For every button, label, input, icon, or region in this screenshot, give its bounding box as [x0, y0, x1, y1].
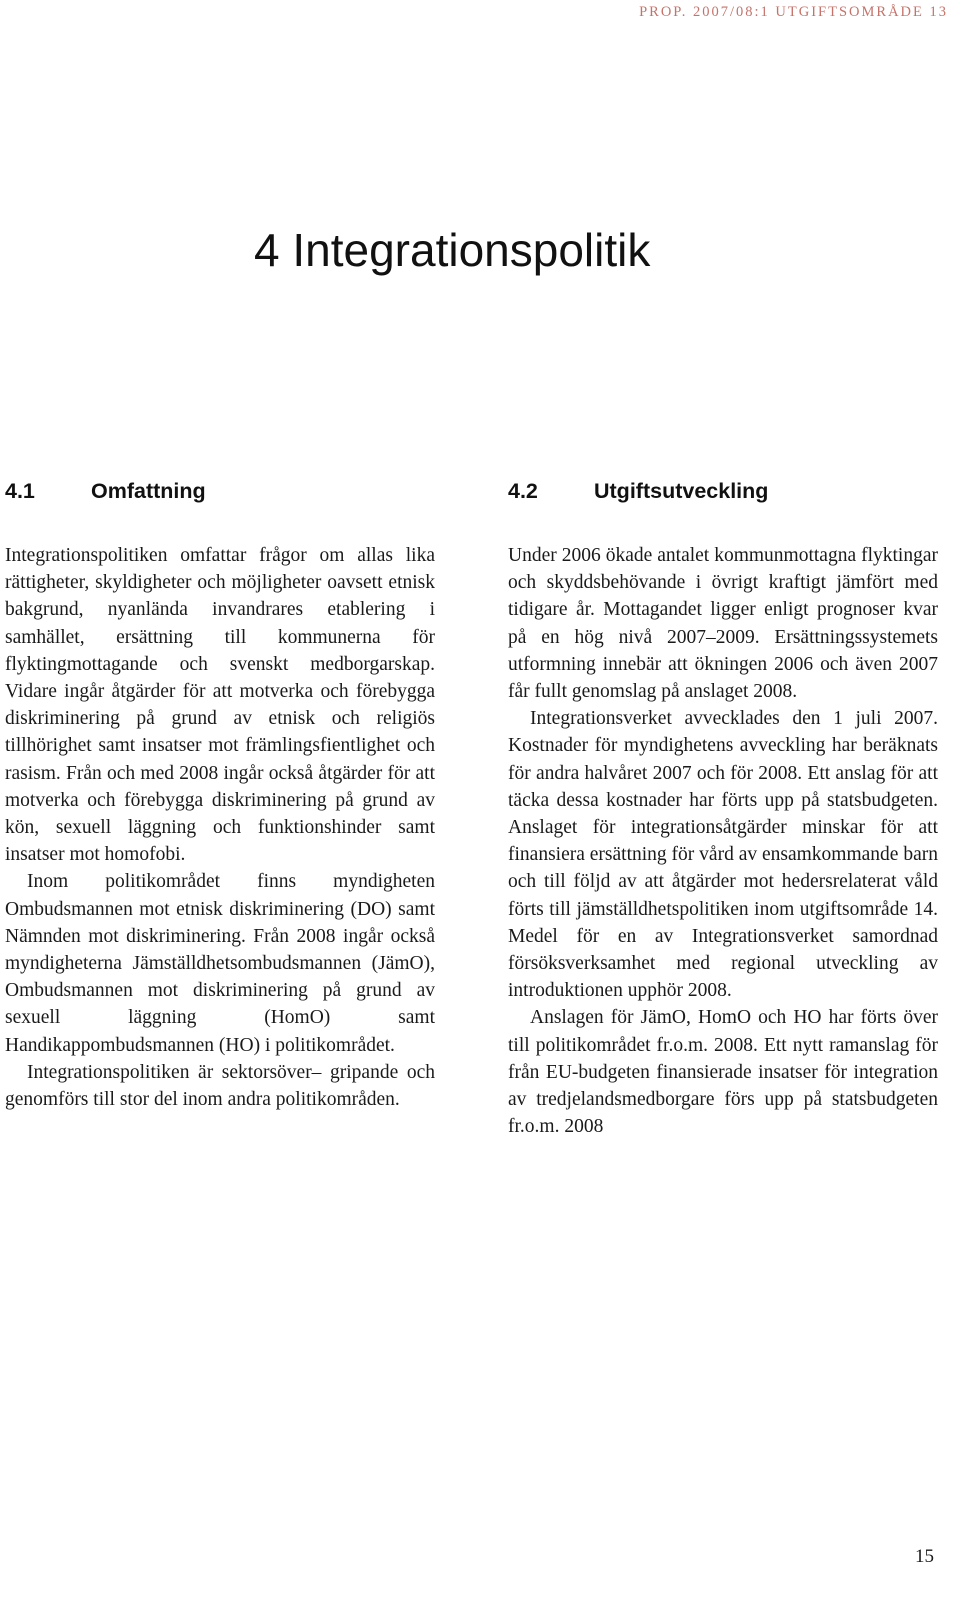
paragraph: Integrationspolitiken omfattar frågor om allas lika rättigheter, skyldigheter och möjligheter oavsett etnisk bakgrund, nyanlända invandrares etablering i samhället, ersättning till kommunerna för flyktingmottagande och svenskt medborgarskap. Vidare ingår åtgärder för att motverka och förebygga diskriminering på grund av etnisk och religiös tillhörighet samt insatser mot främlingsfientlighet och rasism. Från och med 2008 ingår också åtgärder för att motverka och förebygga diskriminering på grund av kön, sexuell läggning och funktionshinder samt insatser mot homofobi. — [5, 545, 435, 866]
page-number: 15 — [915, 1546, 934, 1567]
section-omfattning — [5, 476, 435, 1113]
running-header: PROP. 2007/08:1 UTGIFTSOMRÅDE 13 — [639, 4, 948, 20]
section-title: Omfattning — [91, 479, 206, 503]
section-heading — [508, 476, 938, 506]
section-number: 4.2 — [508, 479, 538, 503]
paragraph: Inom politikområdet finns myndigheten Ombudsmannen mot etnisk diskriminering (DO) samt Nämnden mot diskriminering. Från 2008 ingår också myndigheterna Jämställdhetsombudsmannen (JämO), Ombudsmannen mot diskriminering på grund av sexuell läggning (HomO) samt Handikappombudsmannen (HO) i politikområdet. — [5, 871, 435, 1056]
paragraph: Integrationspolitiken är sektorsöver– gripande och genomförs till stor del inom andra politikområden. — [5, 1061, 435, 1111]
section-utgiftsutveckling — [508, 476, 938, 1140]
section-number: 4.1 — [5, 479, 35, 503]
section-title: Utgiftsutveckling — [594, 479, 769, 503]
chapter-title: 4 Integrationspolitik — [254, 224, 651, 276]
paragraph: Integrationsverket avvecklades den 1 juli 2007. Kostnader för myndighetens avveckling har beräknats för andra halvåret 2007 och för 2008. Ett anslag för att täcka dessa kostnader har förts upp på statsbudgeten. Anslaget för integrationsåtgärder minskar för att finansiera ersättning för vård av ensamkommande barn och till följd av att åtgärder mot hedersrelaterat våld förts till jämställdhetspolitiken inom utgiftsområde 14. Medel för en av Integrationsverket samordnad försöksverksamhet med regional utveckling av introduktionen upphör 2008. — [508, 708, 938, 1002]
section-heading — [5, 476, 435, 506]
paragraph: Under 2006 ökade antalet kommunmottagna flyktingar och skyddsbehövande i övrigt kraftigt jämfört med tidigare år. Mottagandet ligger enligt prognoser kvar på en hög nivå 2007–2009. Ersättningssystemets utformning innebär att ökningen 2006 och även 2007 får fullt genomslag på anslaget 2008. — [508, 545, 938, 703]
paragraph: Anslagen för JämO, HomO och HO har förts över till politikområdet fr.o.m. 2008. Ett nytt ramanslag för från EU-budgeten finansierade insatser för integration av tredjelandsmedborgare förs upp på statsbudgeten fr.o.m. 2008 — [508, 1007, 938, 1138]
